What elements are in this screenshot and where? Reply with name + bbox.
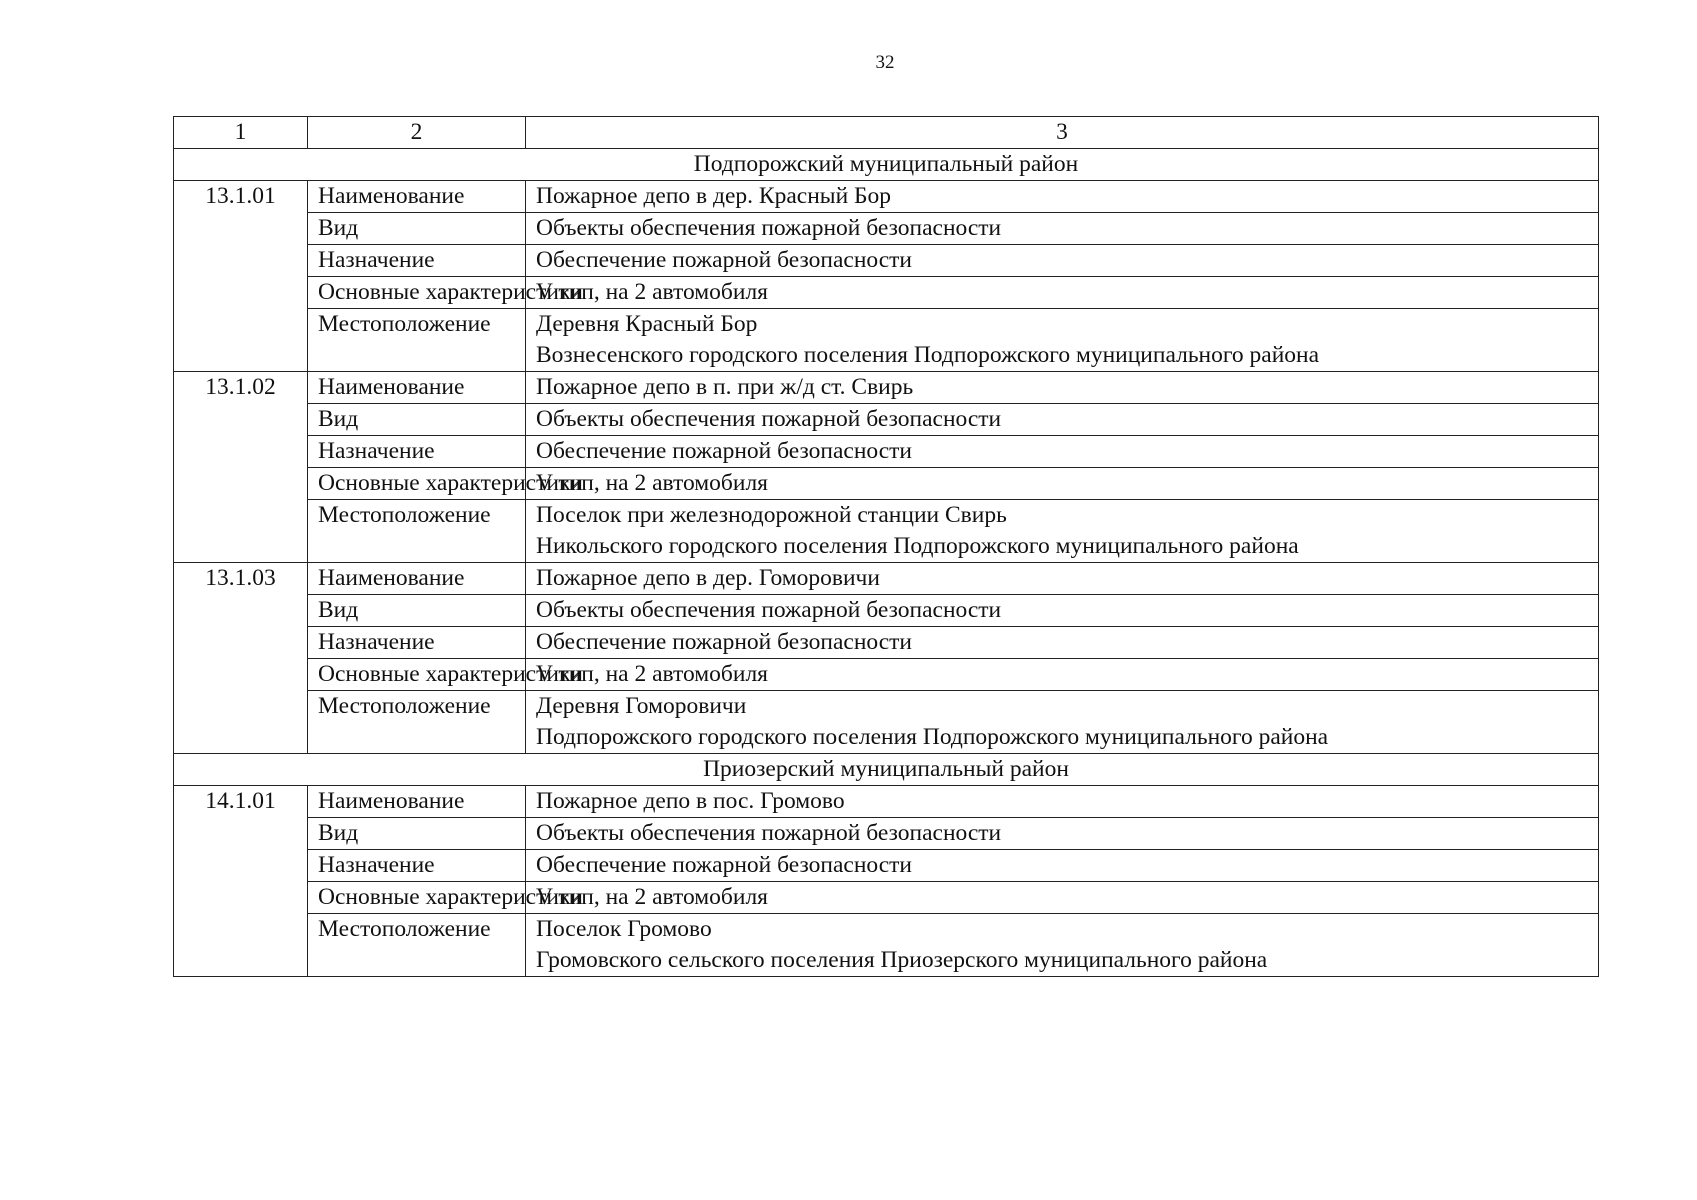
property-name: Наименование	[308, 181, 526, 213]
property-value	[526, 691, 1599, 754]
value-line: Поселок Громово	[536, 916, 712, 942]
property-value	[526, 372, 1599, 404]
objects-table	[173, 116, 1599, 977]
property-name: Вид	[308, 595, 526, 627]
district-row	[174, 754, 1599, 786]
table-row	[174, 468, 1599, 500]
value-line: Объекты обеспечения пожарной безопасности	[536, 215, 1002, 241]
value-line: Громовского сельского поселения Приозерского муниципального района	[536, 947, 1268, 973]
column-header: 3	[526, 117, 1599, 149]
object-code: 14.1.01	[174, 786, 308, 977]
property-value	[526, 595, 1599, 627]
property-value	[526, 786, 1599, 818]
property-name: Назначение	[308, 245, 526, 277]
property-value	[526, 404, 1599, 436]
table-row	[174, 436, 1599, 468]
table-row	[174, 181, 1599, 213]
object-code: 13.1.02	[174, 372, 308, 563]
table-row	[174, 595, 1599, 627]
property-value	[526, 818, 1599, 850]
table-row	[174, 500, 1599, 563]
property-name: Основные характеристики	[308, 468, 526, 500]
value-line: V тип, на 2 автомобиля	[536, 661, 768, 687]
table-row	[174, 245, 1599, 277]
property-name: Местоположение	[308, 914, 526, 977]
table-row	[174, 372, 1599, 404]
value-line: Пожарное депо в дер. Гоморовичи	[536, 565, 880, 591]
property-value	[526, 245, 1599, 277]
property-value	[526, 309, 1599, 372]
property-value	[526, 659, 1599, 691]
property-value	[526, 436, 1599, 468]
value-line: Объекты обеспечения пожарной безопасности	[536, 597, 1002, 623]
property-name: Основные характеристики	[308, 882, 526, 914]
property-value	[526, 850, 1599, 882]
property-value	[526, 181, 1599, 213]
property-value	[526, 213, 1599, 245]
table-row	[174, 850, 1599, 882]
property-name: Назначение	[308, 436, 526, 468]
value-line: Пожарное депо в п. при ж/д ст. Свирь	[536, 374, 914, 400]
table-row	[174, 659, 1599, 691]
value-line: Обеспечение пожарной безопасности	[536, 852, 913, 878]
table-row	[174, 277, 1599, 309]
value-line: Обеспечение пожарной безопасности	[536, 247, 913, 273]
property-name: Наименование	[308, 786, 526, 818]
property-value	[526, 627, 1599, 659]
property-value	[526, 277, 1599, 309]
property-name: Вид	[308, 404, 526, 436]
value-line: Поселок при железнодорожной станции Свирь	[536, 502, 1007, 528]
value-line: Объекты обеспечения пожарной безопасности	[536, 406, 1002, 432]
value-line: Обеспечение пожарной безопасности	[536, 438, 913, 464]
table-row	[174, 404, 1599, 436]
property-name: Местоположение	[308, 691, 526, 754]
table-row	[174, 914, 1599, 977]
property-name: Назначение	[308, 627, 526, 659]
district-heading: Приозерский муниципальный район	[174, 754, 1599, 786]
column-header: 1	[174, 117, 308, 149]
table-row	[174, 563, 1599, 595]
property-name: Назначение	[308, 850, 526, 882]
value-line: Объекты обеспечения пожарной безопасности	[536, 820, 1002, 846]
value-line: Деревня Гоморовичи	[536, 693, 747, 719]
table-row	[174, 818, 1599, 850]
value-line: Обеспечение пожарной безопасности	[536, 629, 913, 655]
object-code: 13.1.03	[174, 563, 308, 754]
value-line: V тип, на 2 автомобиля	[536, 884, 768, 910]
table-row	[174, 691, 1599, 754]
header-row	[174, 117, 1599, 149]
value-line: V тип, на 2 автомобиля	[536, 470, 768, 496]
object-code: 13.1.01	[174, 181, 308, 372]
table-row	[174, 627, 1599, 659]
property-value	[526, 914, 1599, 977]
table-row	[174, 786, 1599, 818]
property-value	[526, 563, 1599, 595]
property-name: Местоположение	[308, 309, 526, 372]
table-body	[174, 117, 1599, 977]
property-name: Наименование	[308, 563, 526, 595]
value-line: Деревня Красный Бор	[536, 311, 758, 337]
table-row	[174, 213, 1599, 245]
table-row	[174, 309, 1599, 372]
table-row	[174, 882, 1599, 914]
value-line: Вознесенского городского поселения Подпорожского муниципального района	[536, 342, 1320, 368]
property-name: Основные характеристики	[308, 277, 526, 309]
value-line: Подпорожского городского поселения Подпорожского муниципального района	[536, 724, 1329, 750]
property-value	[526, 500, 1599, 563]
value-line: V тип, на 2 автомобиля	[536, 279, 768, 305]
district-row	[174, 149, 1599, 181]
property-name: Вид	[308, 213, 526, 245]
column-header: 2	[308, 117, 526, 149]
page-number: 32	[875, 52, 895, 73]
value-line: Пожарное депо в пос. Громово	[536, 788, 845, 814]
property-value	[526, 468, 1599, 500]
district-heading: Подпорожский муниципальный район	[174, 149, 1599, 181]
value-line: Пожарное депо в дер. Красный Бор	[536, 183, 892, 209]
property-value	[526, 882, 1599, 914]
property-name: Основные характеристики	[308, 659, 526, 691]
property-name: Вид	[308, 818, 526, 850]
property-name: Наименование	[308, 372, 526, 404]
property-name: Местоположение	[308, 500, 526, 563]
value-line: Никольского городского поселения Подпорожского муниципального района	[536, 533, 1299, 559]
